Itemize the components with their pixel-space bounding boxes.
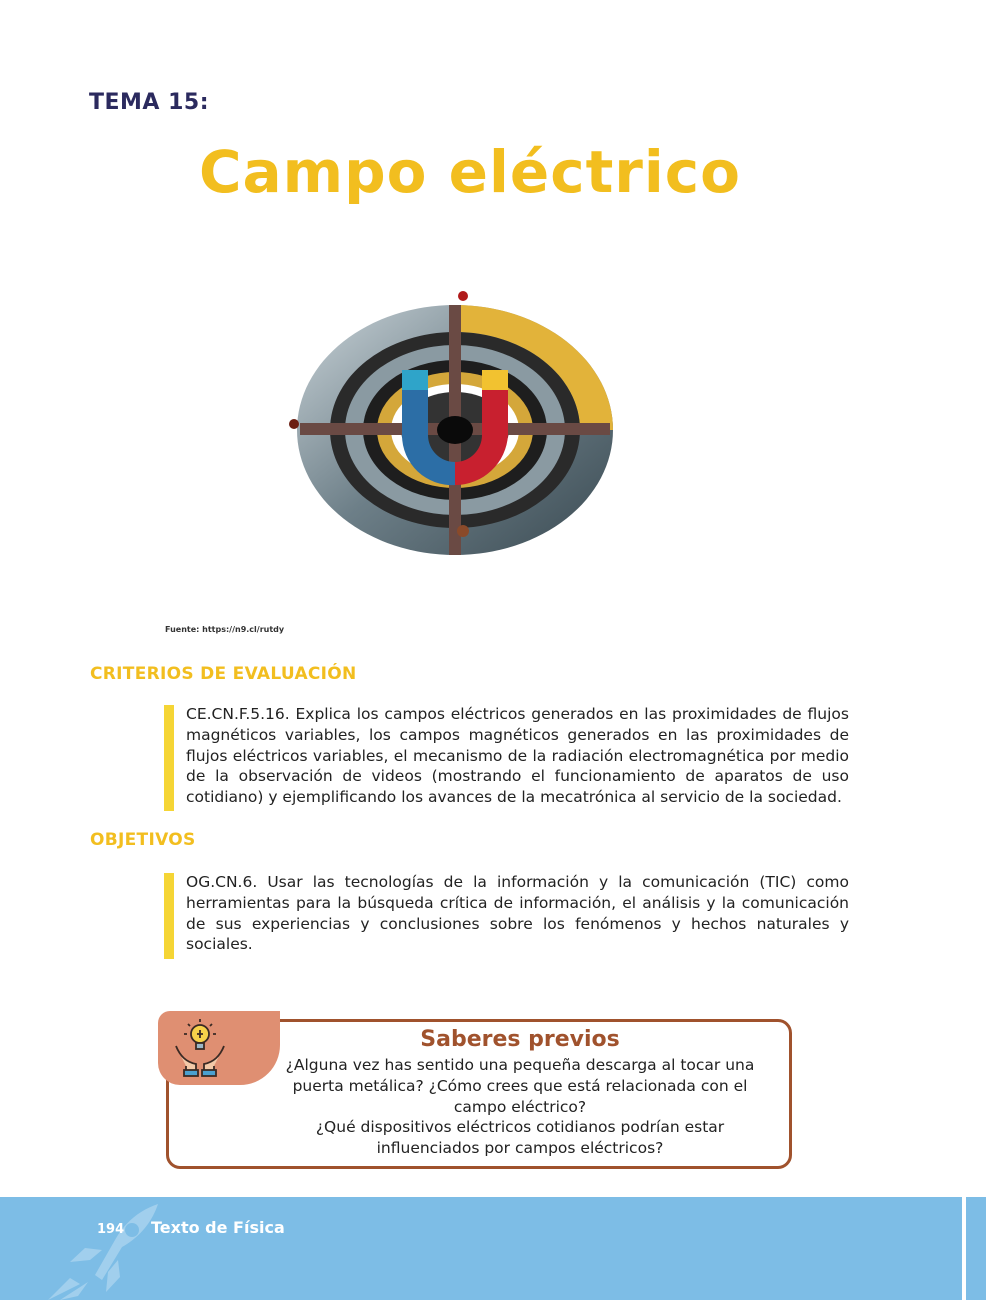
saberes-question-2: ¿Qué dispositivos eléctricos cotidianos podrían estar influenciados por campos eléctricos? (315, 1118, 725, 1157)
criterios-text: CE.CN.F.5.16. Explica los campos eléctricos generados en las proximidades de flujos magnéticos variables, los campos magnéticos generados en las proximidades de flujos eléctricos variables, el mecanismo de la radiación electromagnética por medio de la observación de videos (mostrando el funcionamiento de aparatos de uso cotidiano) y ejemplificando los avances de la mecatrónica al servicio de la sociedad. (186, 705, 849, 807)
lightbulb-hands-icon (168, 1016, 232, 1078)
saberes-previos-title: Saberes previos (420, 1027, 620, 1052)
tema-label: TEMA 15: (89, 90, 210, 115)
footer-edge (966, 1197, 986, 1300)
criterios-heading: CRITERIOS DE EVALUACIÓN (90, 664, 357, 684)
page-number: 194 (97, 1222, 125, 1237)
rocket-watermark-icon (40, 1200, 170, 1300)
image-source: Fuente: https://n9.cl/rutdy (165, 625, 285, 634)
book-title: Texto de Física (151, 1218, 285, 1237)
magnet-rings-illustration (280, 285, 630, 565)
objetivos-accent-bar (164, 873, 174, 959)
saberes-question-1: ¿Alguna vez has sentido una pequeña descarga al tocar una puerta metálica? ¿Cómo crees que está relacionada con el campo eléctrico? (285, 1056, 755, 1116)
page-title: Campo eléctrico (198, 138, 742, 206)
objetivos-heading: OBJETIVOS (90, 830, 196, 850)
criterios-accent-bar (164, 705, 174, 811)
objetivos-text: OG.CN.6. Usar las tecnologías de la información y la comunicación (TIC) como herramientas para la búsqueda crítica de información, el análisis y la comunicación de sus experiencias y conclusiones sobre los fenómenos y hechos naturales y sociales. (186, 873, 849, 954)
